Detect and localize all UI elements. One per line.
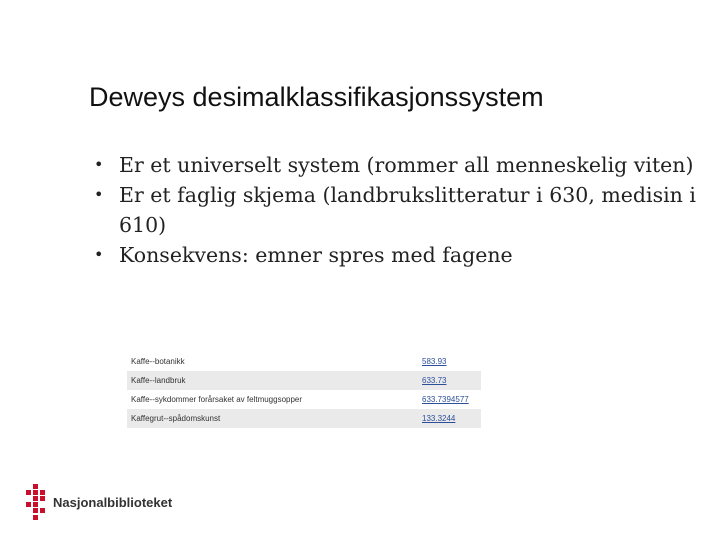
subject-term: Kaffe--landbruk: [127, 371, 418, 390]
library-mark-icon: [26, 484, 47, 521]
bullet-list: [94, 150, 704, 270]
nasjonalbiblioteket-logo: [26, 484, 172, 521]
subject-term: Kaffegrut--spådomskunst: [127, 409, 418, 428]
bullet-item: [94, 150, 704, 180]
bullet-item: [94, 180, 704, 240]
slide-title: Deweys desimalklassifikasjonssystem: [89, 82, 544, 112]
dewey-code-link[interactable]: 133.3244: [418, 409, 481, 428]
bullet-text: Konsekvens: emner spres med fagene: [119, 243, 513, 267]
table-row: [127, 409, 481, 428]
dewey-subject-table: [127, 352, 481, 428]
bullet-text: Er et faglig skjema (landbrukslitteratur i 630, medisin i 610): [119, 183, 696, 237]
subject-term: Kaffe--sykdommer forårsaket av feltmuggsopper: [127, 390, 418, 409]
bullet-item: [94, 240, 704, 270]
dewey-code-link[interactable]: 633.73: [418, 371, 481, 390]
dewey-code-link[interactable]: 583.93: [418, 352, 481, 371]
bullet-marker: •: [94, 185, 104, 204]
table-row: [127, 371, 481, 390]
subject-term: Kaffe--botanikk: [127, 352, 418, 371]
table-row: [127, 390, 481, 409]
table-row: [127, 352, 481, 371]
bullet-marker: •: [94, 245, 104, 264]
bullet-marker: •: [94, 155, 104, 174]
bullet-text: Er et universelt system (rommer all menneskelig viten): [119, 153, 694, 177]
logo-wordmark: Nasjonalbiblioteket: [53, 495, 173, 510]
dewey-code-link[interactable]: 633.7394577: [418, 390, 481, 409]
